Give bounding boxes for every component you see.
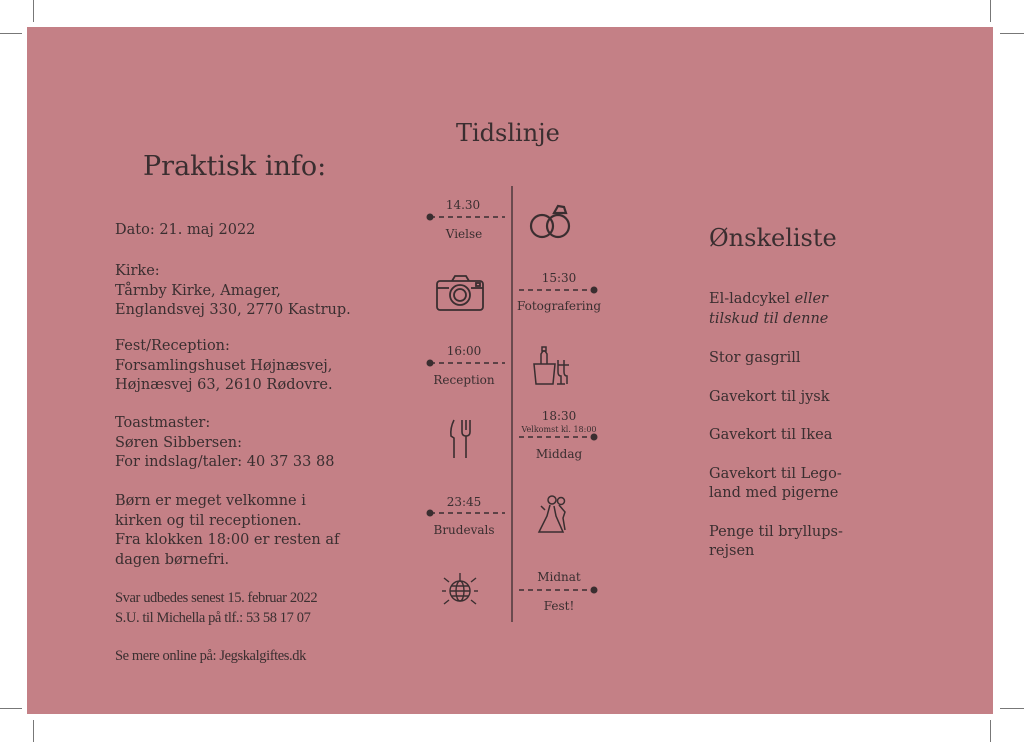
toast-line: Søren Sibbersen: — [115, 434, 243, 451]
event-label: Reception — [433, 373, 495, 387]
event-label: Vielse — [445, 227, 483, 241]
date-text: Dato: 21. maj 2022 — [115, 222, 256, 238]
church-line: Englandsvej 330, 2770 Kastrup. — [115, 302, 351, 318]
wishlist-heading: Ønskeliste — [709, 224, 837, 252]
camera-icon — [436, 274, 486, 312]
event-label: Middag — [535, 447, 583, 461]
kids-line: Fra klokken 18:00 er resten af — [115, 532, 340, 548]
event-subtext: Velkomst kl. 18:00 — [521, 425, 597, 434]
toast-line: For indslag/taler: 40 37 33 88 — [115, 454, 335, 470]
event-time: Midnat — [537, 570, 581, 584]
church-line: Tårnby Kirke, Amager, — [115, 282, 281, 299]
event-label: Fotografering — [516, 299, 602, 313]
timeline-heading: Tidslinje — [456, 119, 560, 147]
kids-line: dagen børnefri. — [115, 551, 230, 568]
rsvp-line: Svar udbedes senest 15. februar 2022 — [115, 590, 318, 606]
party-line: Fest/Reception: — [115, 338, 230, 354]
cutlery-icon — [449, 418, 473, 460]
wish-item-italic: tilskud til denne — [709, 310, 829, 327]
wish-item: Gavekort til Lego- — [709, 465, 842, 482]
wish-item: rejsen — [709, 543, 755, 559]
wish-item: Penge til bryllups- — [709, 523, 843, 540]
party-line: Højnæsvej 63, 2610 Rødovre. — [115, 377, 333, 393]
kids-line: kirken og til receptionen. — [115, 512, 302, 529]
event-time: 23:45 — [446, 495, 482, 509]
church-line: Kirke: — [115, 263, 160, 279]
wish-item: Stor gasgrill — [709, 350, 801, 366]
wedding-rings-icon — [527, 202, 577, 242]
practical-info-heading: Praktisk info: — [143, 151, 327, 182]
event-time: 15:30 — [541, 271, 577, 285]
event-label: Brudevals — [433, 523, 495, 537]
event-time: 18:30 — [541, 409, 577, 423]
wish-item: Gavekort til jysk — [709, 388, 830, 405]
event-time: 14.30 — [445, 198, 481, 212]
dancing-couple-icon — [535, 494, 571, 536]
wish-item — [709, 290, 859, 329]
rsvp-line: S.U. til Michella på tlf.: 53 58 17 07 — [115, 609, 311, 626]
party-line: Forsamlingshuset Højnæsvej, — [115, 357, 333, 374]
event-time: 16:00 — [446, 344, 482, 358]
wish-item: land med pigerne — [709, 485, 839, 501]
online-link-text: Se mere online på: Jegskalgiftes.dk — [115, 648, 306, 664]
disco-ball-icon — [441, 572, 479, 610]
wish-item: Gavekort til Ikea — [709, 427, 833, 443]
toast-line: Toastmaster: — [115, 415, 211, 431]
wish-item-italic: eller — [794, 291, 828, 307]
wish-item-text: El-ladcykel — [709, 291, 795, 307]
event-label: Fest! — [543, 599, 575, 613]
champagne-icon — [531, 346, 571, 386]
wishlist — [709, 290, 859, 562]
kids-line: Børn er meget velkomne i — [115, 493, 306, 509]
